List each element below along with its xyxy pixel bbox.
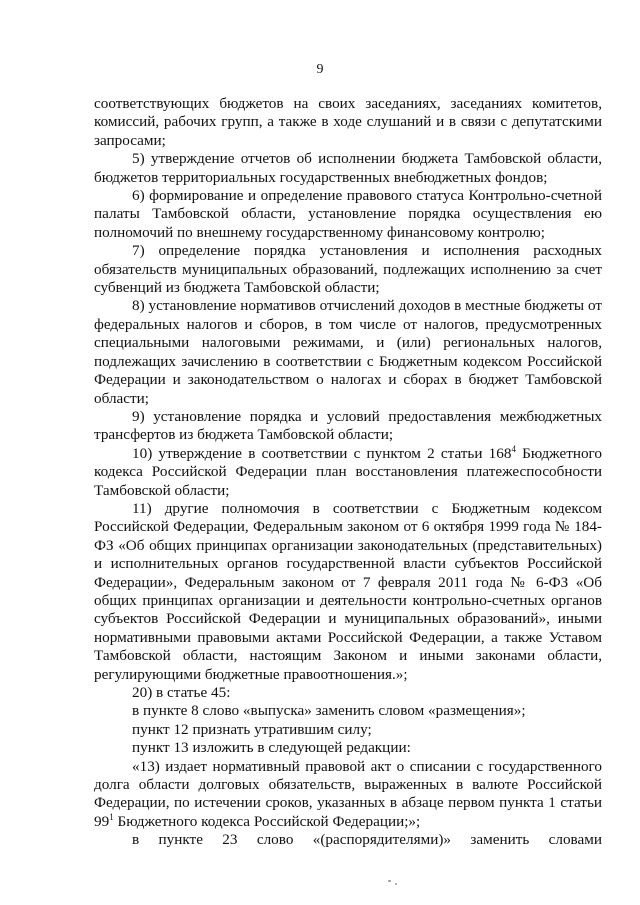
paragraph: пункт 12 признать утратившим силу;	[132, 720, 372, 738]
paragraph: 9) установление порядка и условий предоставления межбюджетных трансфертов из бюджета Тамбовской области;	[94, 407, 602, 444]
paragraph: 20) в статье 45:	[132, 684, 231, 701]
paragraph: в пункте 8 слово «выпуска» заменить словом «размещения»;	[132, 702, 526, 720]
paragraph-text: «13) издает нормативный правовой акт о списании с государственного долга области долговых обязательств, выраженных в валюте Российской Федерации, по истечении сроков, указанных в абзаце первом пункта 1 статьи 99	[94, 757, 602, 830]
document-body	[94, 95, 602, 850]
page-number: 9	[316, 62, 324, 77]
paragraph	[94, 445, 602, 500]
paragraph: пункт 13 изложить в следующей редакции:	[132, 739, 411, 757]
scan-speck	[395, 883, 397, 885]
paragraph: 5) утверждение отчетов об исполнении бюджета Тамбовской области, бюджетов территориальных государственных внебюджетных фондов;	[94, 150, 602, 186]
paragraph: соответствующих бюджетов на своих заседаниях, заседаниях комитетов, комиссий, рабочих групп, а также в ходе слушаний и в связи с депутатскими запросами;	[94, 95, 602, 149]
paragraph: 6) формирование и определение правового статуса Контрольно-счетной палаты Тамбовской области, установление порядка осуществления ею полномочий по внешнему государственному финансовому контролю;	[94, 187, 602, 241]
paragraph	[94, 758, 602, 832]
paragraph: в пункте 23 слово «(распорядителями)» заменить словами	[132, 831, 602, 849]
paragraph: 7) определение порядка установления и исполнения расходных обязательств муниципальных образований, подлежащих исполнению за счет субвенций из бюджета Тамбовской области;	[94, 242, 602, 297]
paragraph-text: Бюджетного кодекса Российской Федерации;»;	[113, 812, 421, 830]
superscript: 4	[511, 443, 516, 454]
paragraph-text: 10) утверждение в соответствии с пунктом 2 статьи 168	[132, 444, 512, 462]
superscript: 1	[109, 811, 114, 822]
paragraph: 11) другие полномочия в соответствии с Бюджетным кодексом Российской Федерации, Федеральным законом от 6 октября 1999 года № 184-ФЗ «Об общих принципах организации законодательных (представительных) и исполнительных органов государственной власти субъектов Российской Федерации», Федеральным законом от 7 февраля 2011 года № 6-ФЗ «Об общих принципах организации и деятельности контрольно-счетных органов субъектов Российской Федерации и муниципальных образований», иными нормативными правовыми актами Российской Федерации, а также Уставом Тамбовской области, настоящим Законом и иными законами области, регулирующими бюджетные правоотношения.»;	[94, 499, 602, 683]
scan-speck	[388, 880, 391, 882]
paragraph: 8) установление нормативов отчислений доходов в местные бюджеты от федеральных налогов и сборов, в том числе от налогов, предусмотренных специальными налоговыми режимами, и (или) региональных налогов, подлежащих зачислению в соответствии с Бюджетным кодексом Российской Федерации и законодательством о налогах и сборах в бюджет Тамбовской области;	[94, 297, 602, 407]
paragraph-text: Бюджетного кодекса Российской Федерации план восстановления платежеспособности Тамбовской области;	[94, 444, 603, 499]
